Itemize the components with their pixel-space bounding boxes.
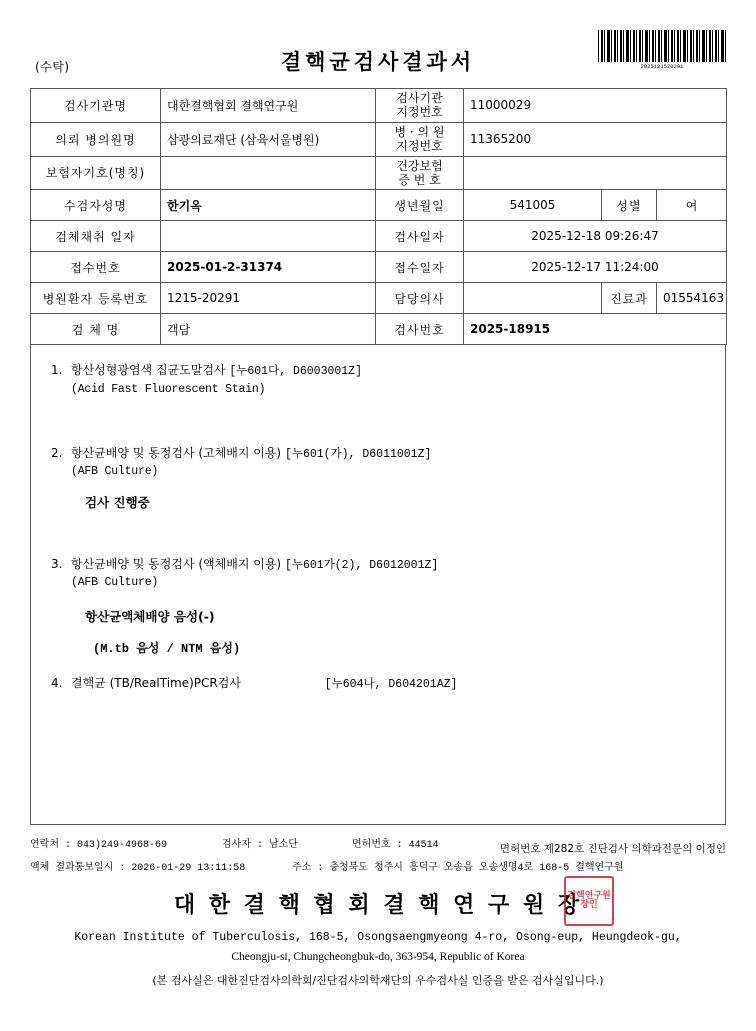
barcode-number: 2025121520291 xyxy=(640,63,684,70)
barcode-block xyxy=(598,30,726,70)
result-note: 검사 진행중 xyxy=(85,495,150,511)
page-title: 결핵균검사결과서 xyxy=(280,50,476,74)
result-code: [누601다, D6003001Z] xyxy=(229,365,362,379)
contact-label: 연락처 : 043)249-4968-69 xyxy=(30,840,167,852)
row-value-patient-name: 한기옥 xyxy=(161,190,376,221)
row-value-reception-date: 2025-12-17 11:24:00 xyxy=(464,252,727,283)
result-subtitle: (AFB Culture) xyxy=(71,465,159,479)
barcode-icon xyxy=(598,30,726,62)
result-code: [누601(가), D6011001Z] xyxy=(284,447,432,461)
table-row xyxy=(31,156,727,190)
result-item-3 xyxy=(51,555,705,658)
row-label-test-date: 검사일자 xyxy=(376,221,464,252)
row-value-test-number: 2025-18915 xyxy=(464,314,727,345)
results-section xyxy=(30,345,726,825)
spacer xyxy=(51,400,705,444)
row-value-chart-number: 1215-20291 xyxy=(161,283,376,314)
certification-note: (본 검사실은 대한진단검사의학회/진단검사의학재단의 우수검사실 인증을 받은 검사실입니다.) xyxy=(152,974,604,988)
license2-label: 면허번호 제282호 진단검사 의학과전문의 이정인 xyxy=(499,843,726,856)
result-note: 항산균액체배양 음성(-) xyxy=(85,608,215,624)
table-row xyxy=(31,122,727,156)
table-row xyxy=(31,283,727,314)
result-number: 3. xyxy=(51,557,63,572)
row-label-institution-code: 검사기관 지정번호 xyxy=(376,89,464,123)
row-value-doctor xyxy=(464,283,602,314)
row-value-department: 01554163 xyxy=(657,283,727,314)
document-header xyxy=(30,30,726,82)
liquid-report-label: 액체 결과통보일시 : 2026-01-29 13:11:58 xyxy=(30,863,246,875)
row-value-birthdate: 541005 xyxy=(464,190,602,221)
table-row xyxy=(31,314,727,345)
table-row xyxy=(31,89,727,123)
result-item-2 xyxy=(51,444,705,513)
result-title: 결핵균 (TB/RealTime)PCR검사 xyxy=(71,676,241,691)
row-value-reception-number: 2025-01-2-31374 xyxy=(161,252,376,283)
row-label-insurance-number: 건강보험 증 번 호 xyxy=(376,156,464,190)
row-value-hospital: 삼광의료재단 (삼육서울병원) xyxy=(161,122,376,156)
patient-info-table xyxy=(30,88,727,345)
examiner-label: 검사자 : 남소단 xyxy=(222,840,298,852)
row-label-hospital: 의뢰 병의원명 xyxy=(31,122,161,156)
row-label-patient-name: 수검자성명 xyxy=(31,190,161,221)
address-label: 주소 : 충청북도 청주시 흥덕구 오송읍 오송생명4로 168-5 결핵연구원 xyxy=(292,863,624,875)
result-code: [누601가(2), D6012001Z] xyxy=(284,559,439,573)
result-code: [누604나, D604201AZ] xyxy=(324,678,458,692)
result-subtitle: (AFB Culture) xyxy=(71,576,159,590)
row-label-insurer: 보험자기호(명칭) xyxy=(31,156,161,190)
footer-line-2 xyxy=(30,858,726,874)
official-seal-icon: 결핵연구원장인 xyxy=(564,876,614,926)
row-label-institution: 검사기관명 xyxy=(31,89,161,123)
row-label-collection-date: 검체채취 일자 xyxy=(31,221,161,252)
result-number: 2. xyxy=(51,445,63,460)
result-item-1 xyxy=(51,361,705,398)
row-value-gender: 여 xyxy=(657,190,727,221)
row-label-specimen: 검 체 명 xyxy=(31,314,161,345)
row-label-doctor: 담당의사 xyxy=(376,283,464,314)
result-item-4 xyxy=(51,674,705,693)
row-value-insurer xyxy=(161,156,376,190)
result-title: 항산균배양 및 동정검사 (액체배지 이용) xyxy=(71,557,282,572)
row-label-reception-date: 접수일자 xyxy=(376,252,464,283)
row-label-chart-number: 병원환자 등록번호 xyxy=(31,283,161,314)
result-title: 항산성형광염색 집균도말검사 xyxy=(71,363,226,378)
result-note-detail: (M.tb 음성 / NTM 음성) xyxy=(93,642,241,657)
result-number: 1. xyxy=(51,363,63,378)
row-value-test-date: 2025-12-18 09:26:47 xyxy=(464,221,727,252)
row-label-gender: 성별 xyxy=(602,190,657,221)
row-label-test-number: 검사번호 xyxy=(376,314,464,345)
table-row xyxy=(31,252,727,283)
row-value-collection-date xyxy=(161,221,376,252)
row-label-department: 진료과 xyxy=(602,283,657,314)
organization-title: 대 한 결 핵 협 회 결 핵 연 구 원 장 결핵연구원장인 xyxy=(0,888,756,919)
result-subtitle: (Acid Fast Fluorescent Stain) xyxy=(71,382,266,396)
entrust-label: (수탁) xyxy=(35,60,70,74)
row-label-birthdate: 생년월일 xyxy=(376,190,464,221)
spacer xyxy=(51,660,705,674)
document-page xyxy=(0,30,756,1031)
row-value-institution-code: 11000029 xyxy=(464,89,727,123)
table-row xyxy=(31,190,727,221)
row-value-institution: 대한결핵협회 결핵연구원 xyxy=(161,89,376,123)
address-en-line1: Korean Institute of Tuberculosis, 168-5, Osongsaengmyeong 4-ro, Osong-eup, Heungdeok-gu, xyxy=(74,931,682,945)
address-en-line2: Cheongju-si, Chungcheongbuk-do, 363-954, Republic of Korea xyxy=(231,950,525,963)
spacer xyxy=(51,515,705,555)
table-row xyxy=(31,221,727,252)
row-label-reception-number: 접수번호 xyxy=(31,252,161,283)
row-label-hospital-code: 병 · 의 원 지정번호 xyxy=(376,122,464,156)
row-value-insurance-number xyxy=(464,156,727,190)
result-title: 항산균배양 및 동정검사 (고체배지 이용) xyxy=(71,445,282,460)
result-number: 4. xyxy=(51,676,63,691)
row-value-specimen: 객담 xyxy=(161,314,376,345)
row-value-hospital-code: 11365200 xyxy=(464,122,727,156)
license-label: 면허번호 : 44514 xyxy=(352,840,439,852)
